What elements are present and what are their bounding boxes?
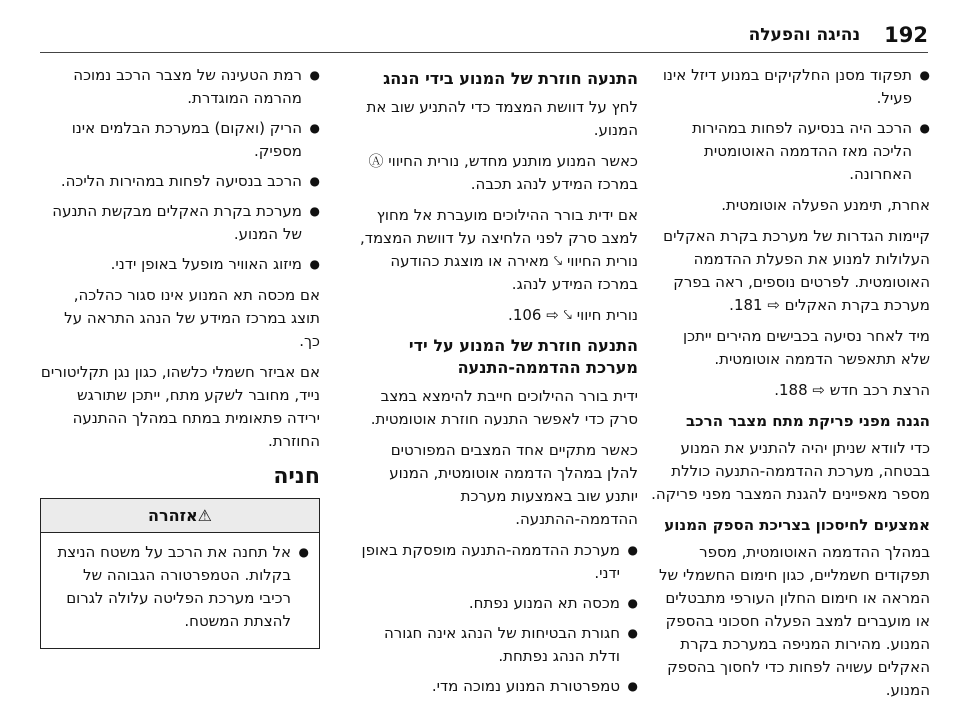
list-item: ● חגורת הבטיחות של הנהג אינה חגורה ודלת הנהג נפתחת. xyxy=(358,622,638,668)
list-item: ● תפקוד מסנן החלקיקים במנוע דיזל אינו פעיל. xyxy=(650,64,930,110)
paragraph: לחץ על דוושת המצמד כדי להתניע שוב את המנוע. xyxy=(366,98,638,139)
list-item: ● הריק (ואקום) במערכת הבלמים אינו מספיק. xyxy=(40,117,320,163)
warning-list xyxy=(51,541,309,633)
conditions-list xyxy=(650,64,930,186)
paragraph: מיד לאחר נסיעה בכבישים מהירים ייתכן שלא תתאפשר הדממה אוטומטית. xyxy=(683,327,930,368)
paragraph: אם אביזר חשמלי כלשהו, כגון נגן תקליטורים נייד, מחובר לשקע מתח, ייתכן שתורגש ירידה פתאומית במתח במהלך ההתנעה החוזרת. xyxy=(40,363,320,450)
right-column xyxy=(650,64,930,710)
paragraph: אם מכסה תא המנוע אינו סגור כהלכה, תוצג במרכז המידע של הנהג התראה על כך. xyxy=(64,286,320,350)
paragraph: כאשר מתקיים אחד המצבים המפורטים להלן במהלך הדממה אוטומטית, המנוע יותנע שוב באמצעות מערכת ההדממה-ההתנעה. xyxy=(389,441,638,528)
paragraph: הרצת רכב חדש ⇨ 188. xyxy=(774,381,930,399)
warning-box xyxy=(40,498,320,649)
paragraph: אם ידית בורר ההילוכים מועברת אל מחוץ למצב סרק לפני הלחיצה על דוושת המצמד, נורית החיווי ⤥ מאירה או מוצגת כהודעה במרכז המידע לנהג. xyxy=(360,206,638,293)
warning-icon: ⚠ xyxy=(197,506,212,525)
list-item: ● מיזוג האוויר מופעל באופן ידני. xyxy=(40,253,320,276)
middle-column xyxy=(358,64,638,706)
paragraph: אחרת, תימנע הפעלה אוטומטית. xyxy=(721,196,930,214)
warning-header xyxy=(41,499,319,533)
subheading: הגנה מפני פריקת מתח מצבר הרכב xyxy=(686,412,930,430)
page-number: 192 xyxy=(884,23,928,47)
section-heading: התנעה חוזרת של המנוע בידי הנהג xyxy=(383,69,638,88)
list-item: ● הרכב בנסיעה לפחות במהירות הליכה. xyxy=(40,170,320,193)
list-item: ● מערכת בקרת האקלים מבקשת התנעה של המנוע. xyxy=(40,200,320,246)
paragraph: כאשר המנוע מותנע מחדש, נורית החיווי Ⓐ במרכז המידע לנהג תכבה. xyxy=(368,152,638,193)
restart-conditions-list xyxy=(358,539,638,698)
left-column xyxy=(40,64,320,649)
warning-title: אזהרה xyxy=(147,506,198,525)
warning-body xyxy=(41,533,319,648)
chapter-title: נהיגה והפעלה xyxy=(748,25,861,45)
section-title: חניה xyxy=(273,464,320,489)
section-heading: התנעה חוזרת של המנוע על ידי מערכת ההדממה-התנעה xyxy=(408,336,638,377)
list-item: ● אל תחנה את הרכב על משטח הניצת בקלות. הטמפרטורה הגבוהה של רכיבי מערכת הפליטה עלולה לגרום להצתת המשטח. xyxy=(51,541,309,633)
list-item: ● מכסה תא המנוע נפתח. xyxy=(358,592,638,615)
list-item: ● רמת הטעינה של מצבר הרכב נמוכה מהרמה המוגדרת. xyxy=(40,64,320,110)
paragraph: במהלך ההדממה האוטומטית, מספר תפקודים חשמליים, כגון חימום החשמלי של המראה או חימום החלון העורפי מתבטלים או מועברים למצב הפעלה חסכוני בהספק המנוע. מהירות המניפה במערכת בקרת האקלים עשויה לפחות כדי לחסוך בהספק המנוע. xyxy=(659,543,930,699)
paragraph: כדי לוודא שניתן יהיה להתניע את המנוע בבטחה, מערכת ההדממה-התנעה כוללת מספר מאפיינים להגנת המצבר מפני פריקה. xyxy=(651,439,930,503)
paragraph: נורית חיווי ⤥ ⇨ 106. xyxy=(508,306,638,324)
paragraph: קיימות הגדרות של מערכת בקרת האקלים העלולות למנוע את הפעלת ההדממה האוטומטית. לפרטים נוספים, ראה בפרק מערכת בקרת האקלים ⇨ 181. xyxy=(663,227,930,314)
list-item: ● הרכב היה בנסיעה לפחות במהירות הליכה מאז ההדממה האוטומטית האחרונה. xyxy=(650,117,930,186)
list-item: ● טמפרטורת המנוע נמוכה מדי. xyxy=(358,675,638,698)
page-header xyxy=(40,18,928,53)
more-conditions-list xyxy=(40,64,320,276)
paragraph: ידית בורר ההילוכים חייבת להימצא במצב סרק כדי לאפשר התנעה חוזרת אוטומטית. xyxy=(370,387,638,428)
list-item: ● מערכת ההדממה-התנעה מופסקת באופן ידני. xyxy=(358,539,638,585)
subheading: אמצעים לחיסכון בצריכת הספק המנוע xyxy=(664,516,930,534)
